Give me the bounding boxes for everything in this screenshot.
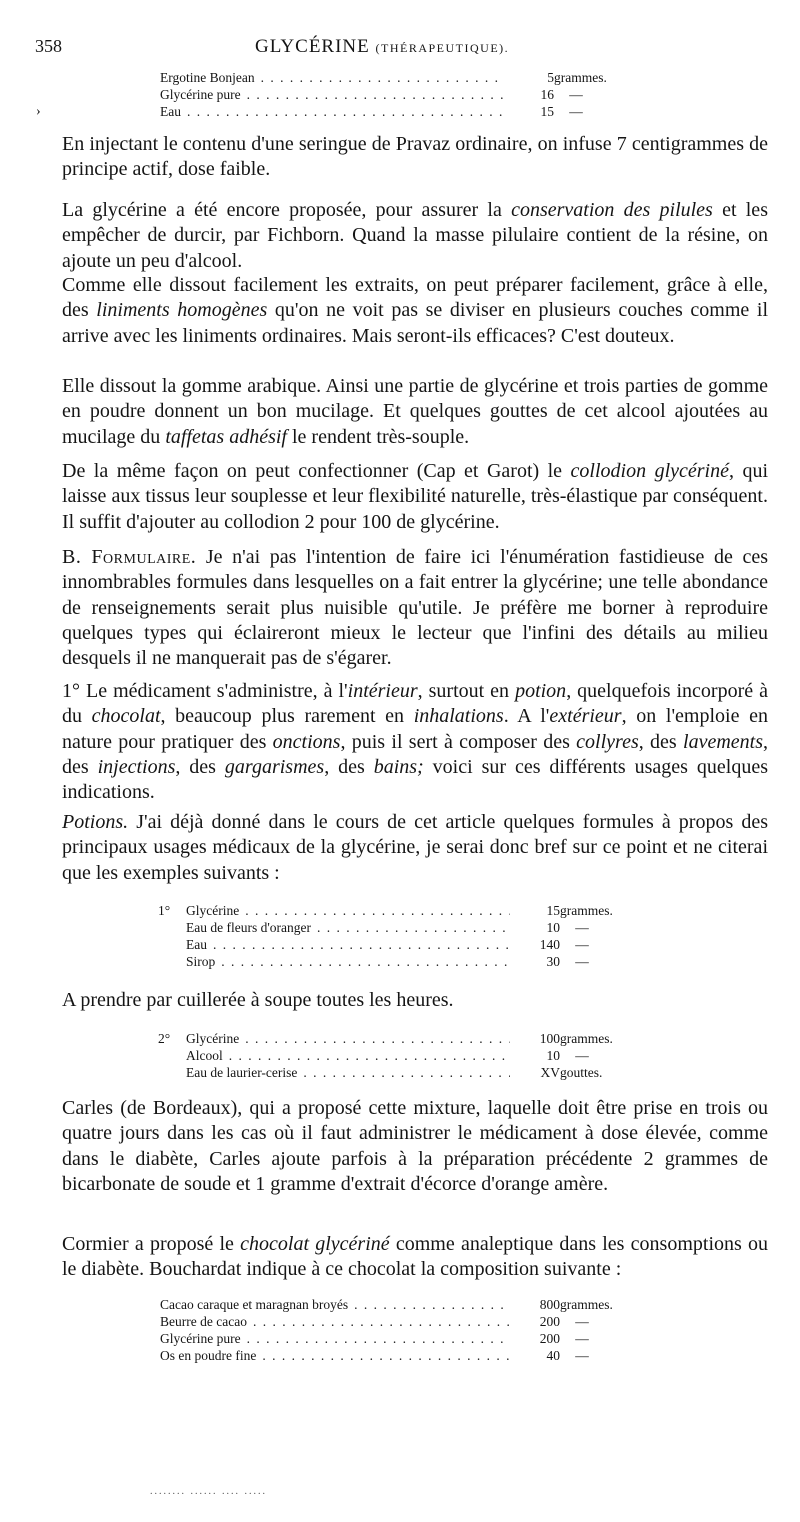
ingredient-label: Beurre de cacao bbox=[160, 1314, 247, 1329]
section-heading: B. Formulaire. bbox=[62, 546, 197, 568]
recipe-table-1 bbox=[158, 902, 650, 970]
emphasis-text: conservation des pilules bbox=[511, 199, 713, 221]
paragraph-text: Je n'ai pas l'intention de faire ici l'énumération fastidieuse de ces innombrables formules dans lesquelles on a fait entrer la glycérine; une telle abondance de renseignements serait plus nuisible qu'utile. Je préfère me borner à reproduire quelques types qui éclaireront mieux le lecteur que l'infini des détails au milieu desquels il ne manquerait pas de s'égarer. bbox=[62, 546, 768, 670]
ingredient-label: Glycérine bbox=[186, 1031, 240, 1046]
recipe-row bbox=[158, 1064, 650, 1081]
paragraph bbox=[62, 132, 768, 183]
ingredient-unit: grammes. bbox=[560, 903, 613, 918]
paragraph-text: 1° Le médicament s'administre, à l' bbox=[62, 680, 348, 702]
emphasis-text: intérieur bbox=[347, 680, 418, 702]
ingredient-label: Glycérine pure bbox=[160, 87, 241, 102]
running-title-sub: (THÉRAPEUTIQUE). bbox=[375, 41, 510, 55]
recipe-row bbox=[158, 953, 650, 970]
paragraph-text: J'ai déjà donné dans le cours de cet article quelques formules à propos des principaux usages médicaux de la glycérine, je serai donc bref sur ce point et ne citerai que les exemples suivants : bbox=[62, 811, 768, 884]
ingredient-unit: — bbox=[575, 920, 589, 935]
ingredient-label: Eau bbox=[186, 937, 207, 952]
recipe-table-3 bbox=[160, 1296, 650, 1364]
ingredient-qty: 200 bbox=[539, 1314, 560, 1329]
ingredient-unit: grammes. bbox=[560, 1031, 613, 1046]
recipe-row bbox=[160, 1313, 650, 1330]
ingredient-unit: grammes. bbox=[554, 70, 607, 85]
recipe-row bbox=[158, 1030, 650, 1047]
paragraph-text: , puis il sert à composer des bbox=[340, 730, 577, 753]
running-header bbox=[35, 36, 780, 62]
ingredient-unit: — bbox=[575, 1314, 589, 1329]
paragraph-text: De la même façon on peut confectionner (Cap et Garot) le bbox=[62, 460, 571, 482]
emphasis-text: Potions. bbox=[62, 811, 129, 833]
paragraph-text: , on l'emploie en nature pour pratiquer des bbox=[62, 705, 768, 753]
paragraph-text: Comme elle dissout facilement les extraits, on peut préparer facilement, grâce à elle, des bbox=[62, 274, 768, 322]
recipe-table-2 bbox=[158, 1030, 650, 1081]
paragraph bbox=[62, 988, 768, 1013]
recipe-table-top bbox=[160, 69, 644, 120]
ingredient-label: Glycérine bbox=[186, 903, 240, 918]
paragraph-text: La glycérine a été encore proposée, pour assurer la bbox=[62, 199, 512, 221]
ingredient-qty: 100 bbox=[539, 1031, 560, 1046]
paragraph-text: qu'on ne voit pas se diviser en plusieurs couches comme il arrive avec les liniments ordinaires. Mais seront-ils efficaces? C'est douteux. bbox=[62, 299, 769, 347]
recipe-row bbox=[160, 1296, 650, 1313]
paragraph-text: . A l' bbox=[503, 705, 550, 728]
emphasis-text: collodion glycériné bbox=[570, 460, 729, 482]
paragraph-text: , quelquefois incorporé à du bbox=[62, 680, 768, 728]
running-title bbox=[255, 36, 509, 58]
paragraph bbox=[62, 810, 768, 886]
recipe-row bbox=[160, 69, 644, 86]
ingredient-qty: 800 bbox=[539, 1297, 560, 1312]
paragraph-text: comme analeptique dans les consomptions ou le diabète. Bouchardat indique à ce chocolat la composition suivante : bbox=[62, 1233, 768, 1281]
ingredient-qty: 5 bbox=[547, 70, 554, 85]
paragraph bbox=[62, 679, 768, 805]
ingredient-qty: 16 bbox=[540, 87, 554, 102]
ingredient-label: Eau de fleurs d'oranger bbox=[186, 920, 312, 935]
recipe-row bbox=[160, 1330, 650, 1347]
ingredient-qty: 140 bbox=[539, 937, 560, 952]
recipe-row bbox=[160, 103, 644, 120]
ingredient-unit: — bbox=[575, 954, 589, 969]
paragraph-text: En injectant le contenu d'une seringue de Pravaz ordinaire, on infuse 7 centigrammes de principe actif, dose faible. bbox=[62, 133, 768, 181]
paragraph-text: et les empêcher de durcir, par Fichborn. Quand la masse pilulaire contient de la résine, on ajoute un peu d'alcool. bbox=[62, 199, 768, 272]
ingredient-qty: 200 bbox=[539, 1331, 560, 1346]
paragraph-text: , des bbox=[175, 755, 225, 778]
page-number: 358 bbox=[35, 36, 62, 56]
ingredient-qty: 15 bbox=[546, 903, 560, 918]
paragraph bbox=[62, 374, 768, 450]
emphasis-text: inhalations bbox=[413, 705, 504, 728]
ingredient-label: Eau de laurier-cerise bbox=[186, 1065, 298, 1080]
ingredient-label: Alcool bbox=[186, 1048, 223, 1063]
recipe-row bbox=[158, 902, 650, 919]
emphasis-text: chocolat bbox=[91, 705, 161, 728]
paragraph bbox=[62, 459, 768, 535]
ingredient-label: Ergotine Bonjean bbox=[160, 70, 255, 85]
ingredient-qty: XV bbox=[540, 1065, 560, 1080]
emphasis-text: extérieur bbox=[549, 705, 622, 728]
paragraph-text: A prendre par cuillerée à soupe toutes les heures. bbox=[62, 989, 454, 1011]
ingredient-label: Glycérine pure bbox=[160, 1331, 241, 1346]
emphasis-text: onctions bbox=[272, 730, 341, 753]
ingredient-unit: — bbox=[575, 937, 589, 952]
paragraph-text: Cormier a proposé le bbox=[62, 1233, 241, 1255]
paragraph-text: Carles (de Bordeaux), qui a proposé cette mixture, laquelle doit être prise en trois ou quatre jours dans les cas où il faut administrer le médicament à dose élevée, comme dans le diabète, Carles ajoute parfois à la préparation précédente 2 grammes de bicarbonate de soude et 1 gramme d'extrait d'écorce d'orange amère. bbox=[62, 1097, 768, 1195]
recipe-row bbox=[158, 936, 650, 953]
ingredient-label: Os en poudre fine bbox=[160, 1348, 257, 1363]
ingredient-qty: 30 bbox=[546, 954, 560, 969]
paragraph-text: , surtout en bbox=[417, 680, 516, 702]
recipe-number: 1° bbox=[158, 903, 171, 918]
ingredient-qty: 10 bbox=[546, 920, 560, 935]
emphasis-text: collyres bbox=[576, 730, 639, 753]
recipe-row bbox=[158, 1047, 650, 1064]
paragraph-text: , des bbox=[638, 730, 684, 753]
emphasis-text: potion bbox=[515, 680, 567, 702]
ingredient-unit: — bbox=[575, 1048, 589, 1063]
recipe-row bbox=[160, 86, 644, 103]
ingredient-qty: 15 bbox=[540, 104, 554, 119]
ingredient-qty: 40 bbox=[546, 1348, 560, 1363]
paragraph-text: , des bbox=[62, 730, 768, 778]
recipe-row bbox=[160, 1347, 650, 1364]
paragraph-text: Elle dissout la gomme arabique. Ainsi une partie de glycérine et trois parties de gomme en poudre donnent un bon mucilage. Et quelques gouttes de cet alcool ajoutées au mucilage du bbox=[62, 375, 768, 448]
ingredient-unit: — bbox=[569, 87, 583, 102]
ingredient-label: Cacao caraque et maragnan broyés bbox=[160, 1297, 349, 1312]
running-title-main: GLYCÉRINE bbox=[255, 36, 370, 57]
paragraph-text: , des bbox=[324, 755, 374, 778]
paragraph-text: le rendent très-souple. bbox=[286, 425, 470, 448]
emphasis-text: taffetas adhésif bbox=[165, 425, 287, 448]
footer-marks: ........ ...... .... ..... bbox=[150, 1486, 267, 1497]
ingredient-unit: gouttes. bbox=[560, 1065, 603, 1080]
emphasis-text: lavements bbox=[683, 730, 763, 753]
emphasis-text: injections bbox=[97, 755, 176, 778]
ingredient-unit: grammes. bbox=[560, 1297, 613, 1312]
paragraph-text: , beaucoup plus rarement en bbox=[160, 705, 414, 728]
ingredient-unit: — bbox=[575, 1331, 589, 1346]
emphasis-text: liniments homogènes bbox=[96, 299, 268, 322]
paragraph-text: voici sur ces différents usages quelques indications. bbox=[62, 755, 768, 804]
ingredient-label: Sirop bbox=[186, 954, 216, 969]
recipe-row bbox=[158, 919, 650, 936]
ingredient-unit: — bbox=[575, 1348, 589, 1363]
ingredient-label: Eau bbox=[160, 104, 181, 119]
ingredient-qty: 10 bbox=[546, 1048, 560, 1063]
ingredient-unit: — bbox=[569, 104, 583, 119]
margin-mark: › bbox=[36, 104, 41, 119]
paragraph bbox=[62, 198, 768, 274]
emphasis-text: gargarismes bbox=[224, 755, 325, 778]
emphasis-text: chocolat glycériné bbox=[240, 1233, 390, 1255]
paragraph bbox=[62, 545, 768, 671]
paragraph bbox=[62, 1096, 768, 1197]
paragraph bbox=[62, 273, 768, 349]
paragraph bbox=[62, 1232, 768, 1283]
emphasis-text: bains; bbox=[373, 755, 424, 778]
paragraph-text: , qui laisse aux tissus leur souplesse et leur flexibilité naturelle, très-élastique par conséquent. Il suffit d'ajouter au collodion 2 pour 100 de glycérine. bbox=[62, 460, 769, 533]
recipe-number: 2° bbox=[158, 1031, 171, 1046]
